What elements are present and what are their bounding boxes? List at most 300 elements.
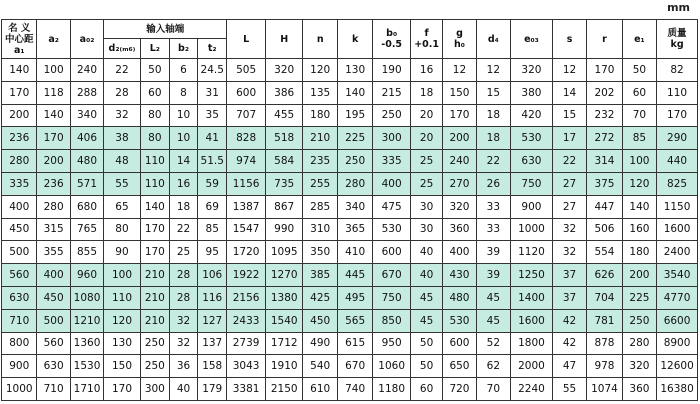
header-b0: b₀ -0.5: [373, 20, 411, 59]
table-cell: 240: [443, 150, 476, 173]
table-cell: 740: [337, 378, 372, 401]
table-cell: 31: [198, 81, 227, 104]
table-cell: 110: [140, 172, 169, 195]
table-cell: 195: [337, 104, 372, 127]
table-cell: 110: [140, 150, 169, 173]
table-cell: 15: [552, 104, 586, 127]
table-cell: 69: [198, 195, 227, 218]
table-cell: 180: [303, 104, 337, 127]
table-cell: 386: [265, 81, 303, 104]
table-cell: 18: [476, 104, 510, 127]
header-L: L: [227, 20, 266, 59]
table-cell: 16380: [657, 378, 698, 401]
table-cell: 565: [337, 309, 372, 332]
table-cell: 179: [198, 378, 227, 401]
table-cell: 120: [622, 172, 656, 195]
table-cell: 32: [169, 309, 197, 332]
table-cell: 30: [410, 195, 442, 218]
table-cell: 70: [622, 104, 656, 127]
table-cell: 37: [552, 264, 586, 287]
table-row: [2, 59, 698, 82]
table-cell: 1000: [511, 218, 553, 241]
table-cell: 495: [337, 286, 372, 309]
spec-table-body: [2, 59, 698, 401]
table-cell: 45: [410, 286, 442, 309]
table-cell: 380: [511, 81, 553, 104]
table-cell: 36: [169, 355, 197, 378]
table-cell: 670: [337, 355, 372, 378]
table-cell: 8: [169, 81, 197, 104]
table-cell: 400: [2, 195, 37, 218]
table-cell: 22: [169, 218, 197, 241]
table-cell: 560: [37, 332, 70, 355]
table-cell: 106: [198, 264, 227, 287]
table-cell: 150: [443, 81, 476, 104]
table-cell: 210: [140, 264, 169, 287]
table-cell: 12600: [657, 355, 698, 378]
table-cell: 320: [443, 195, 476, 218]
table-cell: 360: [443, 218, 476, 241]
table-cell: 878: [587, 332, 622, 355]
table-cell: 447: [587, 195, 622, 218]
table-cell: 225: [622, 286, 656, 309]
table-cell: 235: [303, 150, 337, 173]
table-cell: 1547: [227, 218, 266, 241]
table-cell: 400: [37, 264, 70, 287]
header-b2: b₂: [169, 39, 197, 59]
table-cell: 140: [622, 195, 656, 218]
table-cell: 65: [104, 195, 141, 218]
table-cell: 120: [303, 59, 337, 82]
table-cell: 236: [2, 127, 37, 150]
table-cell: 314: [587, 150, 622, 173]
table-cell: 1910: [265, 355, 303, 378]
table-cell: 285: [303, 195, 337, 218]
table-cell: 3043: [227, 355, 266, 378]
table-cell: 32: [552, 218, 586, 241]
table-cell: 140: [140, 195, 169, 218]
table-row: [2, 264, 698, 287]
table-row: [2, 286, 698, 309]
table-cell: 1387: [227, 195, 266, 218]
table-cell: 116: [198, 286, 227, 309]
table-cell: 170: [37, 127, 70, 150]
table-cell: 38: [104, 127, 141, 150]
table-cell: 272: [587, 127, 622, 150]
table-cell: 200: [2, 104, 37, 127]
header-t2: t₂: [198, 39, 227, 59]
table-cell: 571: [70, 172, 103, 195]
table-cell: 59: [198, 172, 227, 195]
table-cell: 250: [140, 355, 169, 378]
table-cell: 15: [476, 81, 510, 104]
table-row: [2, 241, 698, 264]
table-cell: 2156: [227, 286, 266, 309]
table-cell: 290: [657, 127, 698, 150]
table-cell: 26: [476, 172, 510, 195]
table-cell: 480: [70, 150, 103, 173]
table-cell: 506: [587, 218, 622, 241]
table-cell: 385: [303, 264, 337, 287]
table-cell: 100: [37, 59, 70, 82]
table-cell: 320: [511, 59, 553, 82]
table-cell: 118: [37, 81, 70, 104]
table-cell: 135: [303, 81, 337, 104]
table-cell: 140: [337, 81, 372, 104]
header-d: d₂₍ₘ₆₎: [104, 39, 141, 59]
table-row: [2, 195, 698, 218]
header-n: n: [303, 20, 337, 59]
table-cell: 1710: [70, 378, 103, 401]
table-cell: 14: [552, 81, 586, 104]
table-cell: 25: [169, 241, 197, 264]
table-cell: 2000: [511, 355, 553, 378]
table-cell: 1540: [265, 309, 303, 332]
table-cell: 1180: [373, 378, 411, 401]
table-cell: 406: [70, 127, 103, 150]
table-cell: 2739: [227, 332, 266, 355]
table-cell: 100: [622, 150, 656, 173]
table-cell: 288: [70, 81, 103, 104]
table-cell: 375: [587, 172, 622, 195]
header-input-shaft: 输入轴端: [104, 20, 227, 39]
table-cell: 110: [104, 286, 141, 309]
table-cell: 500: [2, 241, 37, 264]
table-cell: 1922: [227, 264, 266, 287]
table-cell: 82: [657, 59, 698, 82]
table-cell: 50: [410, 332, 442, 355]
table-cell: 48: [104, 150, 141, 173]
table-cell: 828: [227, 127, 266, 150]
header-mass: 质量 kg: [657, 20, 698, 59]
table-cell: 1210: [70, 309, 103, 332]
header-a02: a₀₂: [70, 20, 103, 59]
table-cell: 150: [104, 355, 141, 378]
table-cell: 42: [552, 332, 586, 355]
table-cell: 1250: [511, 264, 553, 287]
table-cell: 60: [622, 81, 656, 104]
table-cell: 236: [37, 172, 70, 195]
table-cell: 630: [37, 355, 70, 378]
table-cell: 10: [169, 127, 197, 150]
table-cell: 250: [337, 150, 372, 173]
table-cell: 280: [337, 172, 372, 195]
table-cell: 825: [657, 172, 698, 195]
table-cell: 16: [169, 172, 197, 195]
table-cell: 130: [337, 59, 372, 82]
table-cell: 600: [227, 81, 266, 104]
table-cell: 707: [227, 104, 266, 127]
table-cell: 867: [265, 195, 303, 218]
table-cell: 127: [198, 309, 227, 332]
table-cell: 600: [373, 241, 411, 264]
table-cell: 170: [140, 218, 169, 241]
table-cell: 765: [70, 218, 103, 241]
table-cell: 12: [443, 59, 476, 82]
header-f: f +0.1: [410, 20, 442, 59]
header-e03: e₀₃: [511, 20, 553, 59]
table-cell: 270: [443, 172, 476, 195]
table-cell: 900: [2, 355, 37, 378]
table-cell: 70: [476, 378, 510, 401]
table-row: [2, 104, 698, 127]
table-cell: 1720: [227, 241, 266, 264]
table-cell: 28: [169, 264, 197, 287]
table-cell: 1080: [70, 286, 103, 309]
table-cell: 30: [410, 218, 442, 241]
header-r: r: [587, 20, 622, 59]
table-cell: 25: [410, 172, 442, 195]
table-cell: 170: [587, 59, 622, 82]
table-cell: 50: [410, 355, 442, 378]
table-cell: 40: [169, 378, 197, 401]
table-cell: 781: [587, 309, 622, 332]
table-cell: 505: [227, 59, 266, 82]
table-cell: 704: [587, 286, 622, 309]
header-s: s: [552, 20, 586, 59]
table-cell: 160: [622, 218, 656, 241]
table-cell: 450: [303, 309, 337, 332]
table-cell: 455: [265, 104, 303, 127]
table-row: [2, 309, 698, 332]
table-row: [2, 81, 698, 104]
table-cell: 80: [140, 104, 169, 127]
header-k: k: [337, 20, 372, 59]
table-cell: 37: [552, 286, 586, 309]
table-cell: 750: [373, 286, 411, 309]
table-cell: 85: [622, 127, 656, 150]
table-cell: 35: [198, 104, 227, 127]
table-cell: 51.5: [198, 150, 227, 173]
unit-label: mm: [667, 1, 690, 14]
table-cell: 978: [587, 355, 622, 378]
table-cell: 32: [552, 241, 586, 264]
table-row: [2, 218, 698, 241]
table-cell: 3381: [227, 378, 266, 401]
table-cell: 50: [140, 59, 169, 82]
table-cell: 170: [140, 241, 169, 264]
table-cell: 440: [657, 150, 698, 173]
table-cell: 950: [373, 332, 411, 355]
table-cell: 626: [587, 264, 622, 287]
table-cell: 80: [140, 127, 169, 150]
table-cell: 650: [443, 355, 476, 378]
table-cell: 480: [443, 286, 476, 309]
table-cell: 584: [265, 150, 303, 173]
table-cell: 1000: [2, 378, 37, 401]
table-cell: 4770: [657, 286, 698, 309]
header-g: g h₀: [443, 20, 476, 59]
table-cell: 240: [70, 59, 103, 82]
header-L2: L₂: [140, 39, 169, 59]
table-cell: 300: [140, 378, 169, 401]
table-cell: 340: [337, 195, 372, 218]
table-cell: 210: [140, 309, 169, 332]
table-cell: 17: [552, 127, 586, 150]
table-cell: 42: [552, 309, 586, 332]
table-cell: 320: [265, 59, 303, 82]
table-cell: 3540: [657, 264, 698, 287]
table-cell: 315: [37, 218, 70, 241]
table-cell: 28: [104, 81, 141, 104]
table-cell: 600: [443, 332, 476, 355]
table-cell: 55: [552, 378, 586, 401]
table-cell: 1600: [511, 309, 553, 332]
table-cell: 232: [587, 104, 622, 127]
table-cell: 190: [373, 59, 411, 82]
table-cell: 560: [2, 264, 37, 287]
table-cell: 1060: [373, 355, 411, 378]
spec-table: [1, 19, 698, 401]
table-cell: 335: [373, 150, 411, 173]
header-a1: 名 义 中心距 a₁: [2, 20, 37, 59]
table-cell: 1074: [587, 378, 622, 401]
table-row: [2, 172, 698, 195]
table-cell: 40: [410, 264, 442, 287]
table-cell: 202: [587, 81, 622, 104]
table-cell: 900: [511, 195, 553, 218]
table-cell: 450: [2, 218, 37, 241]
table-cell: 170: [104, 378, 141, 401]
table-cell: 22: [104, 59, 141, 82]
table-cell: 255: [303, 172, 337, 195]
table-cell: 20: [410, 104, 442, 127]
table-row: [2, 378, 698, 401]
table-row: [2, 127, 698, 150]
table-cell: 45: [410, 309, 442, 332]
table-cell: 850: [373, 309, 411, 332]
table-cell: 137: [198, 332, 227, 355]
table-cell: 28: [169, 286, 197, 309]
table-cell: 41: [198, 127, 227, 150]
table-cell: 170: [443, 104, 476, 127]
table-cell: 27: [552, 172, 586, 195]
table-cell: 18: [476, 127, 510, 150]
table-cell: 90: [104, 241, 141, 264]
table-cell: 250: [622, 309, 656, 332]
table-cell: 45: [476, 309, 510, 332]
table-cell: 10: [169, 104, 197, 127]
table-cell: 2150: [265, 378, 303, 401]
table-cell: 960: [70, 264, 103, 287]
table-cell: 340: [70, 104, 103, 127]
table-cell: 430: [443, 264, 476, 287]
table-cell: 1095: [265, 241, 303, 264]
table-cell: 610: [303, 378, 337, 401]
table-cell: 1380: [265, 286, 303, 309]
table-cell: 400: [373, 172, 411, 195]
table-cell: 12: [476, 59, 510, 82]
table-cell: 33: [476, 218, 510, 241]
table-cell: 18: [169, 195, 197, 218]
table-cell: 1530: [70, 355, 103, 378]
table-cell: 40: [410, 241, 442, 264]
table-cell: 320: [622, 355, 656, 378]
table-cell: 300: [373, 127, 411, 150]
table-cell: 530: [443, 309, 476, 332]
table-cell: 530: [511, 127, 553, 150]
table-cell: 210: [140, 286, 169, 309]
table-cell: 490: [303, 332, 337, 355]
table-cell: 158: [198, 355, 227, 378]
table-cell: 215: [373, 81, 411, 104]
table-cell: 475: [373, 195, 411, 218]
table-cell: 710: [2, 309, 37, 332]
table-cell: 6600: [657, 309, 698, 332]
table-cell: 365: [337, 218, 372, 241]
table-cell: 540: [303, 355, 337, 378]
table-cell: 990: [265, 218, 303, 241]
table-cell: 410: [337, 241, 372, 264]
table-row: [2, 355, 698, 378]
table-cell: 50: [622, 59, 656, 82]
table-cell: 530: [373, 218, 411, 241]
table-cell: 39: [476, 264, 510, 287]
table-cell: 24.5: [198, 59, 227, 82]
table-cell: 280: [622, 332, 656, 355]
table-cell: 52: [476, 332, 510, 355]
table-cell: 350: [303, 241, 337, 264]
table-cell: 180: [622, 241, 656, 264]
table-cell: 8900: [657, 332, 698, 355]
table-cell: 12: [552, 59, 586, 82]
table-cell: 60: [410, 378, 442, 401]
table-cell: 170: [2, 81, 37, 104]
table-cell: 2400: [657, 241, 698, 264]
table-cell: 554: [587, 241, 622, 264]
table-cell: 170: [657, 104, 698, 127]
table-cell: 200: [37, 150, 70, 173]
header-a2: a₂: [37, 20, 70, 59]
table-cell: 310: [303, 218, 337, 241]
table-cell: 710: [37, 378, 70, 401]
table-cell: 22: [476, 150, 510, 173]
table-cell: 45: [476, 286, 510, 309]
table-cell: 1712: [265, 332, 303, 355]
table-cell: 518: [265, 127, 303, 150]
table-cell: 55: [104, 172, 141, 195]
table-cell: 500: [37, 309, 70, 332]
table-cell: 85: [198, 218, 227, 241]
table-cell: 250: [140, 332, 169, 355]
table-cell: 1156: [227, 172, 266, 195]
table-cell: 47: [552, 355, 586, 378]
header-H: H: [265, 20, 303, 59]
table-cell: 1150: [657, 195, 698, 218]
table-cell: 1270: [265, 264, 303, 287]
table-cell: 280: [2, 150, 37, 173]
table-cell: 140: [2, 59, 37, 82]
table-cell: 680: [70, 195, 103, 218]
table-cell: 335: [2, 172, 37, 195]
table-cell: 360: [622, 378, 656, 401]
table-row: [2, 150, 698, 173]
table-cell: 210: [303, 127, 337, 150]
table-cell: 22: [552, 150, 586, 173]
header-e1: e₁: [622, 20, 656, 59]
table-cell: 280: [37, 195, 70, 218]
table-cell: 425: [303, 286, 337, 309]
table-cell: 25: [410, 150, 442, 173]
table-cell: 225: [337, 127, 372, 150]
table-cell: 250: [373, 104, 411, 127]
table-cell: 735: [265, 172, 303, 195]
table-cell: 1400: [511, 286, 553, 309]
table-cell: 720: [443, 378, 476, 401]
table-cell: 20: [410, 127, 442, 150]
table-cell: 1800: [511, 332, 553, 355]
table-cell: 39: [476, 241, 510, 264]
